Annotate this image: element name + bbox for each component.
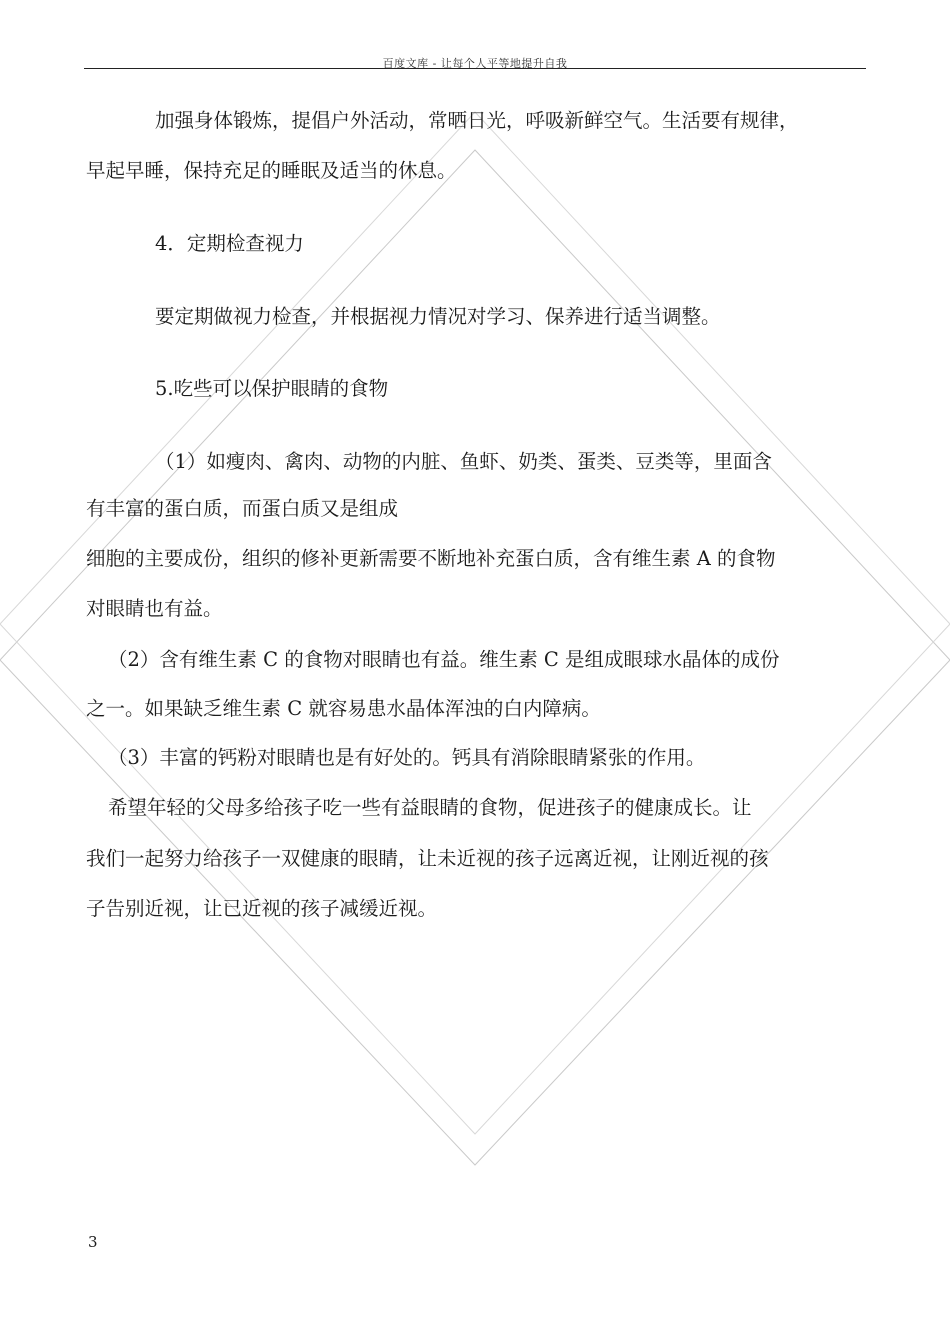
page-number: 3	[88, 1233, 98, 1251]
header-rule	[84, 68, 866, 69]
paragraph-line: 子告别近视，让已近视的孩子减缓近视。	[86, 897, 438, 920]
paragraph-line: 希望年轻的父母多给孩子吃一些有益眼睛的食物，促进孩子的健康成长。让	[108, 796, 752, 819]
page-header: 百度文库 - 让每个人平等地提升自我	[382, 57, 568, 70]
paragraph-line: 早起早睡，保持充足的睡眠及适当的休息。	[86, 159, 457, 182]
section-heading: 4．定期检查视力	[155, 232, 304, 255]
paragraph-line: （2）含有维生素 C 的食物对眼睛也有益。维生素 C 是组成眼球水晶体的成份	[108, 648, 780, 671]
paragraph-line: 要定期做视力检查，并根据视力情况对学习、保养进行适当调整。	[155, 305, 721, 328]
paragraph-line: （1）如瘦肉、禽肉、动物的内脏、鱼虾、奶类、蛋类、豆类等，里面含	[155, 450, 772, 473]
paragraph-line: 之一。如果缺乏维生素 C 就容易患水晶体浑浊的白内障病。	[86, 697, 601, 720]
paragraph-line: 加强身体锻炼，提倡户外活动，常晒日光，呼吸新鲜空气。生活要有规律，	[155, 109, 799, 132]
section-heading: 5.吃些可以保护眼睛的食物	[155, 377, 389, 400]
paragraph-line: 细胞的主要成份，组织的修补更新需要不断地补充蛋白质，含有维生素 A 的食物	[86, 547, 776, 570]
paragraph-line: 对眼睛也有益。	[86, 597, 223, 620]
paragraph-line: （3）丰富的钙粉对眼睛也是有好处的。钙具有消除眼睛紧张的作用。	[108, 746, 706, 769]
paragraph-line: 我们一起努力给孩子一双健康的眼睛，让未近视的孩子远离近视，让刚近视的孩	[86, 847, 769, 870]
paragraph-line: 有丰富的蛋白质，而蛋白质又是组成	[86, 497, 399, 520]
